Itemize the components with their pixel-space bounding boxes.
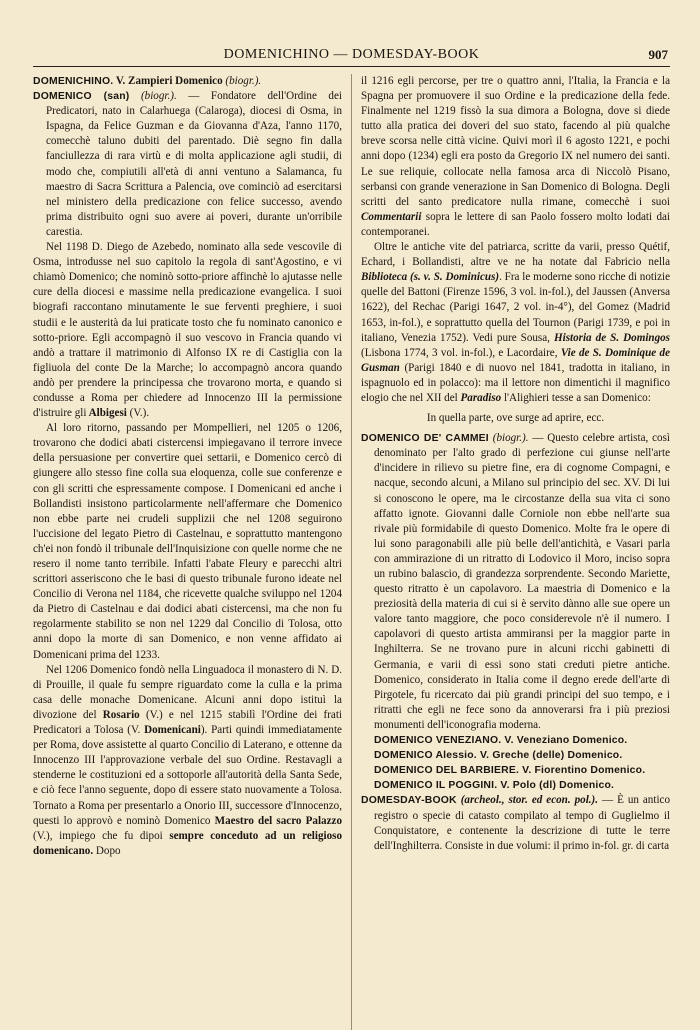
cross-ref: Maestro del sacro Palazzo xyxy=(210,814,342,827)
header-title: DOMENICHINO — DOMESDAY-BOOK xyxy=(223,47,480,62)
paragraph-text: (V.), impiego che fu dipoi xyxy=(33,829,163,842)
entry-tag: (biogr.). xyxy=(129,90,177,103)
paragraph-text: (Parigi 1840 e di nuovo nel 1841, tradotta in italiano, in ispagnuolo ed in polacco): ma il lettore non dimentichi il magnifico elogio che nel XII del xyxy=(361,361,670,404)
paragraph-text: l'Alighieri tesse a san Domenico: xyxy=(501,391,651,404)
entry-text: — È un antico registro o specie di catasto compilato al tempo di Guglielmo il Conquistatore, e contenente la descrizione di tutte le terre dell'Inghilterra. Consiste in due volumi: il primo in-fol. gr. di carta xyxy=(374,794,670,852)
entry-tag: (biogr.). xyxy=(488,432,529,445)
paragraph-text: sopra le lettere di san Paolo fossero molto lodati dai contemporanei. xyxy=(361,210,670,238)
title-ref: Biblioteca (s. v. S. Dominicus) xyxy=(361,271,500,284)
entry-domenichino xyxy=(33,74,342,89)
entry-text: — Questo celebre artista, così denominato per l'alto grado di perfezione cui giunse nell'arte d'incidere in rilievo su pietre fine, era di cognome Compagni, e nacque, secondo alcuni, a Milano sul principio del sec. XV. Di lui si conoscono le opere, ma le circostanze della sua vita ci sono affatto ignote. Giovanni dalle Corniole non ebbe nell'arte sua rivale più formidabile di questo Domenico. Molte fra le opere di lui sono paragonabili alle più belle dell'antichità, e Vasari parla con ammirazione di un ritratto di Lodovico il Moro, inciso sopra un rubino balascio, di grandezza sorprendente. Secondo Mariette, questo ritratto è un capolavoro. La maestria di Domenico e la preziosità della materia di cui si è servito dànno alle sue opere un valore tanto maggiore, che poco considerevole n'è il numero. I capolavori di questo artista ammiransi per la maggior parte in Inghilterra. Se ne trovano pure in alcuni ricchi gabinetti di Germania, e varii di essi sono stati creduti pietre antiche. Domenico, considerato in Italia come il degno erede dell'arte di Pirgotele, fu ricercato dai più grandi principi del suo tempo, e i ritratti che egli ne fece sono da annoverarsi fra i più preziosi monumenti dell'iconografia moderna. xyxy=(374,432,670,731)
verse-quote: In quella parte, ove surge ad aprire, ecc. xyxy=(426,412,605,425)
cross-ref: Rosario xyxy=(96,708,140,721)
cross-ref: Domenicani xyxy=(140,724,201,737)
title-ref: Commentarii xyxy=(361,210,422,223)
cross-ref-entry: DOMENICO Alessio. V. Greche (delle) Domenico. xyxy=(374,750,623,762)
entry-text: V. Zampieri Domenico xyxy=(113,75,226,87)
paragraph-text: Nel 1198 D. Diego de Azebedo, nominato alla sede vescovile di Osma, introdusse nel suo capitolo la regola di sant'Agostino, e vi chiamò Domenico; che nominò sotto-priore affinchè lo ajutasse nelle cure della diocesi e massime nella predicazione evangelica. I suoi biografi raccontano minutamente le sue ferventi preghiere, i suoi studii e le austerità da lui praticate tosto che fu nominato canonico e sotto-priore. Egli accompagnò il suo vescovo in Francia quando vi andò a trattare il matrimonio di Alfonso IX re di Castiglia con la figliuola del conte De la Marche; lo accompagnò ancora quando andò per prendere la principessa che trovarono morta, e quando si condusse a Roma per chiedere ad Innocenzo III la permissione d'istruire gli xyxy=(33,241,342,420)
paragraph xyxy=(361,74,670,240)
paragraph-text: ). Parti quindi immediatamente per Roma, dove assistette al quarto Concilio di Laterano, e ottenne da Innocenzo III l'approvazione verbale del suo Ordine. Restavagli a stenderne le costituzioni ed a sottoporle all'autorità della Santa Sede, e ciò fece l'anno seguente, dopo di essere stato nuovamente a Tolosa. Tornato a Roma per presentarlo a Onorio III, successore d'Innocenzo, questi lo approvò e nominò Domenico xyxy=(33,724,342,827)
title-ref: Paradiso xyxy=(457,391,502,404)
cross-ref-entry: DOMENICO VENEZIANO. V. Veneziano Domenico. xyxy=(374,735,628,747)
paragraph-text: (V.). xyxy=(126,407,150,420)
paragraph xyxy=(361,240,670,406)
right-column xyxy=(351,74,670,1030)
cross-ref: Albigesi xyxy=(86,407,127,420)
cross-ref-entry: DOMENICO IL POGGINI. V. Polo (dl) Domenico. xyxy=(374,780,615,792)
entry-domesday-book xyxy=(361,793,670,853)
paragraph-text: il 1216 egli percorse, per tre o quattro anni, l'Italia, la Francia e la Spagna per promuovere il suo Ordine e la predicazione della fede. Finalmente nel 1219 fissò la sua dimora a Bologna, dove si diede tutto alla pratica dei doveri del suo stato, facendo al più qualche breve scorsa nelle città vicine. Quivi morì il 6 agosto 1221, e pochi anni dopo (1234) egli era posto da Gregorio IX nel numero dei santi. Le sue reliquie, collocate nella famosa arca di Niccolò Pisano, serbansi con grande venerazione in San Domenico di Bologna. Degli scritti del santo predicatore nulla rimane, comecchè i suoi xyxy=(361,75,670,208)
entry-domenico-de-cammei xyxy=(361,431,670,733)
paragraph xyxy=(33,663,342,859)
title-ref: Vie de S. Dominique de Gusman xyxy=(361,346,670,374)
headword: DOMESDAY-BOOK xyxy=(361,795,457,807)
entry-tag: (archeol., stor. ed econ. pol.). xyxy=(456,794,599,807)
paragraph: Al loro ritorno, passando per Mompellieri, nel 1205 o 1206, trovarono che dodici abati cistercensi impiegavano il terrore invece della persuasione per convertire quei settarii, e Domenico cercò di giungere allo stesso fine colla sua eloquenza, colle sue conferenze e con gli scritti che espressamente compose. I Domenicani ed anche i Bollandisti insistono particolarmente nell'affermare che Domenico non ebbe parte nei crudeli supplizii che nel 1208 seguirono l'uccisione del legato Pietro di Castelnau, e soprattutto mantengono ch'ei non fondò il tribunale dell'Inquisizione con quelle norme che ne resero il nome tanto terribile. Infatti l'abate Fleury e parecchi altri scrittori asseriscono che le basi di questo tribunale furono ideate nel Concilio di Verona nel 1184, che ricevette qualche sviluppo nel 1204 da Pietro di Castelnau e dai dodici abati cistercensi, ma che non fu regolarmente stabilito se non nel 1229 dal Concilio di Tolosa, otto anni dopo la morte di san Domenico, e non venne affidato ai Domenicani prima del 1233. xyxy=(33,422,342,661)
paragraph-text: Oltre le antiche vite del patriarca, scritte da varii, presso Quétif, Echard, i Bollandisti, altre ve ne ha notate dal Fabricio nella xyxy=(361,241,670,269)
entry-tag: (biogr.). xyxy=(225,75,262,87)
cross-ref: sempre conceduto ad un religioso domenicano. xyxy=(33,829,342,857)
paragraph-text: . Fra le moderne sono ricche di notizie quelle del Battoni (Firenze 1596, 3 vol. in-fol.), del Jaussen (Anversa 1622), del Rechac (Parigi 1647, 2 vol. in-4°), del Gomez (Madrid 1653, in-fol.), e soprattutto quella del Tournon (Parigi 1739, e poi in italiano, Venezia 1752). Vedi pure Sousa, xyxy=(361,271,670,344)
headword: DOMENICO DE' CAMMEI xyxy=(361,433,489,445)
left-column xyxy=(33,74,351,1030)
headword: DOMENICO (san) xyxy=(33,91,130,103)
page-number: 907 xyxy=(648,47,668,62)
entry-text: — Fondatore dell'Ordine dei Predicatori, nato in Calarhuega (Calaroga), diocesi di Osma, in Ispagna, da Felice Guzman e da Giovanna d'Aza, l'anno 1170, comecchè taluno dubiti del parentado. Diè segno fin dalla fanciullezza di rara virtù e di molta applicazione agli studii, di modo che, compiutili all'età di anni ventuno a Salamanca, fu maestro di Sacra Scrittura a Palencia, ove cominciò ad esercitarsi nel ministero della predicazione con felice successo, avendo prima distribuito ogni suo avere ai poveri, durante un'orribile carestia. xyxy=(46,90,342,238)
entry-domenico-san xyxy=(33,89,342,240)
headword: DOMENICHINO. xyxy=(33,76,114,87)
paragraph-text: (Lisbona 1774, 3 vol. in-fol.), e Lacordaire, xyxy=(361,346,558,359)
paragraph-text: Nel 1206 Domenico fondò nella Linguadoca il monastero di N. D. di Prouille, il quale fu sempre riguardato come la culla e la prima casa delle monache Domenicane. Alcuni anni dopo istituì la divozione del xyxy=(33,663,342,721)
running-header xyxy=(33,44,670,67)
paragraph xyxy=(33,240,342,421)
paragraph-text: Dopo xyxy=(93,844,121,857)
text-columns xyxy=(33,74,670,1030)
title-ref: Historia de S. Domingos xyxy=(549,331,670,344)
cross-ref-entry: DOMENICO DEL BARBIERE. V. Fiorentino Domenico. xyxy=(374,765,646,777)
paragraph-text: (V.) e nel 1215 stabilì l'Ordine dei frati Predicatori a Tolosa (V. xyxy=(33,708,342,737)
